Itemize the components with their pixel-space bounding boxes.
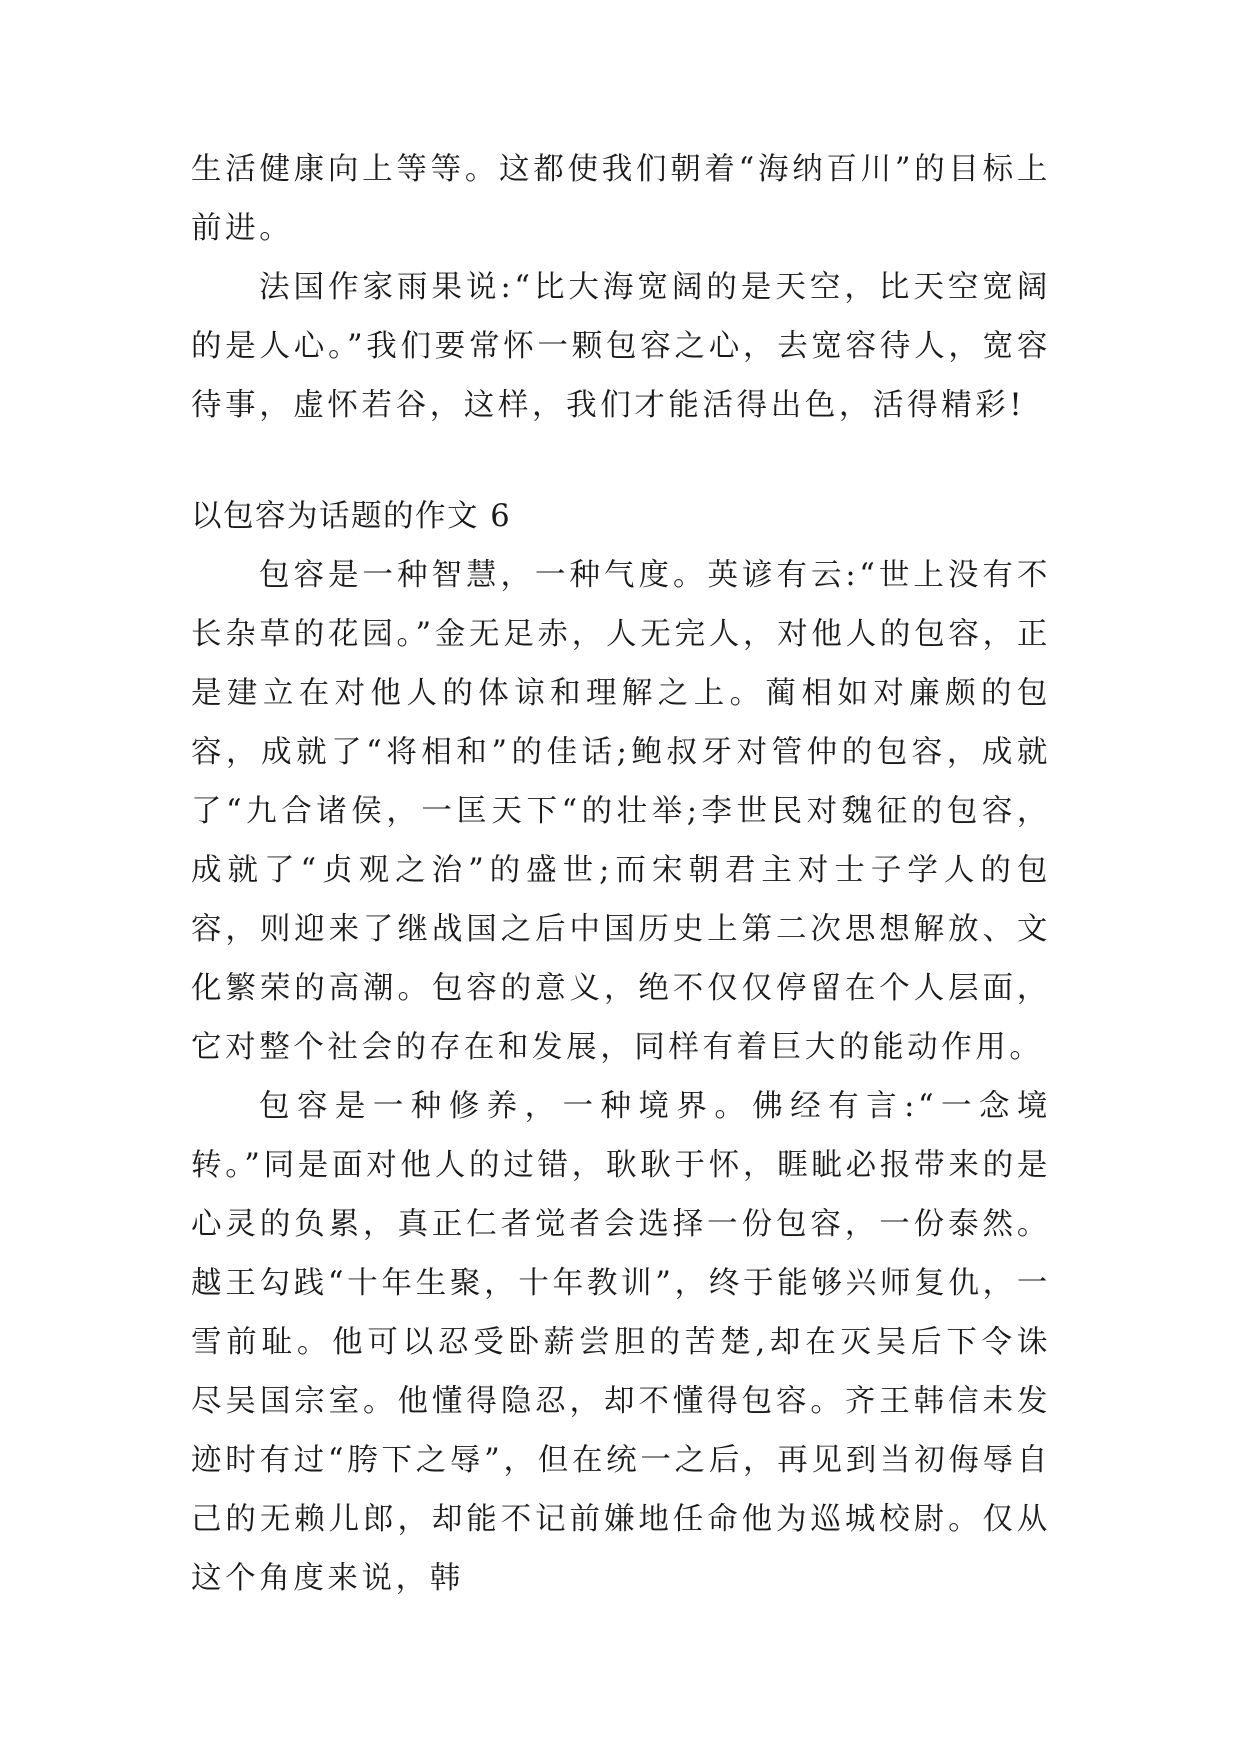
- section-spacer: [191, 435, 1051, 487]
- essay-heading: 以包容为话题的作文 6: [191, 499, 512, 534]
- paragraph-wisdom: 包容是一种智慧，一种气度。英谚有云:“世上没有不长杂草的花园。”金无足赤，人无完人，对他人的包容，正是建立在对他人的体谅和理解之上。蔺相如对廉颇的包容，成就了“将相和”的佳话;鲍叔牙对管仲的包容，成就了“九合诸侯，一匡天下“的壮举;李世民对魏征的包容，成就了“贞观之治”的盛世;而宋朝君主对士子学人的包容，则迎来了继战国之后中国历史上第二次思想解放、文化繁荣的高潮。包容的意义，绝不仅仅停留在个人层面，它对整个社会的存在和发展，同样有着巨大的能动作用。: [191, 558, 1051, 1065]
- document-page: [191, 140, 1051, 1608]
- paragraph-continuation: 生活健康向上等等。这都使我们朝着“海纳百川”的目标上前进。: [191, 152, 1051, 246]
- paragraph-cultivation: 包容是一种修养，一种境界。佛经有言:“一念境转。”同是面对他人的过错，耿耿于怀，睚眦必报带来的是心灵的负累，真正仁者觉者会选择一份包容，一份泰然。越王勾践“十年生聚，十年教训”，终于能够兴师复仇，一雪前耻。他可以忍受卧薪尝胆的苦楚,却在灭吴后下令诛尽吴国宗室。他懂得隐忍，却不懂得包容。齐王韩信未发迹时有过“胯下之辱”，但在统一之后，再见到当初侮辱自己的无赖儿郎，却能不记前嫌地任命他为巡城校尉。仅从这个角度来说，韩: [191, 1089, 1051, 1596]
- paragraph-hugo-quote: 法国作家雨果说:“比大海宽阔的是天空，比天空宽阔的是人心。”我们要常怀一颗包容之心，去宽容待人，宽容待事，虚怀若谷，这样，我们才能活得出色，活得精彩!: [191, 270, 1051, 423]
